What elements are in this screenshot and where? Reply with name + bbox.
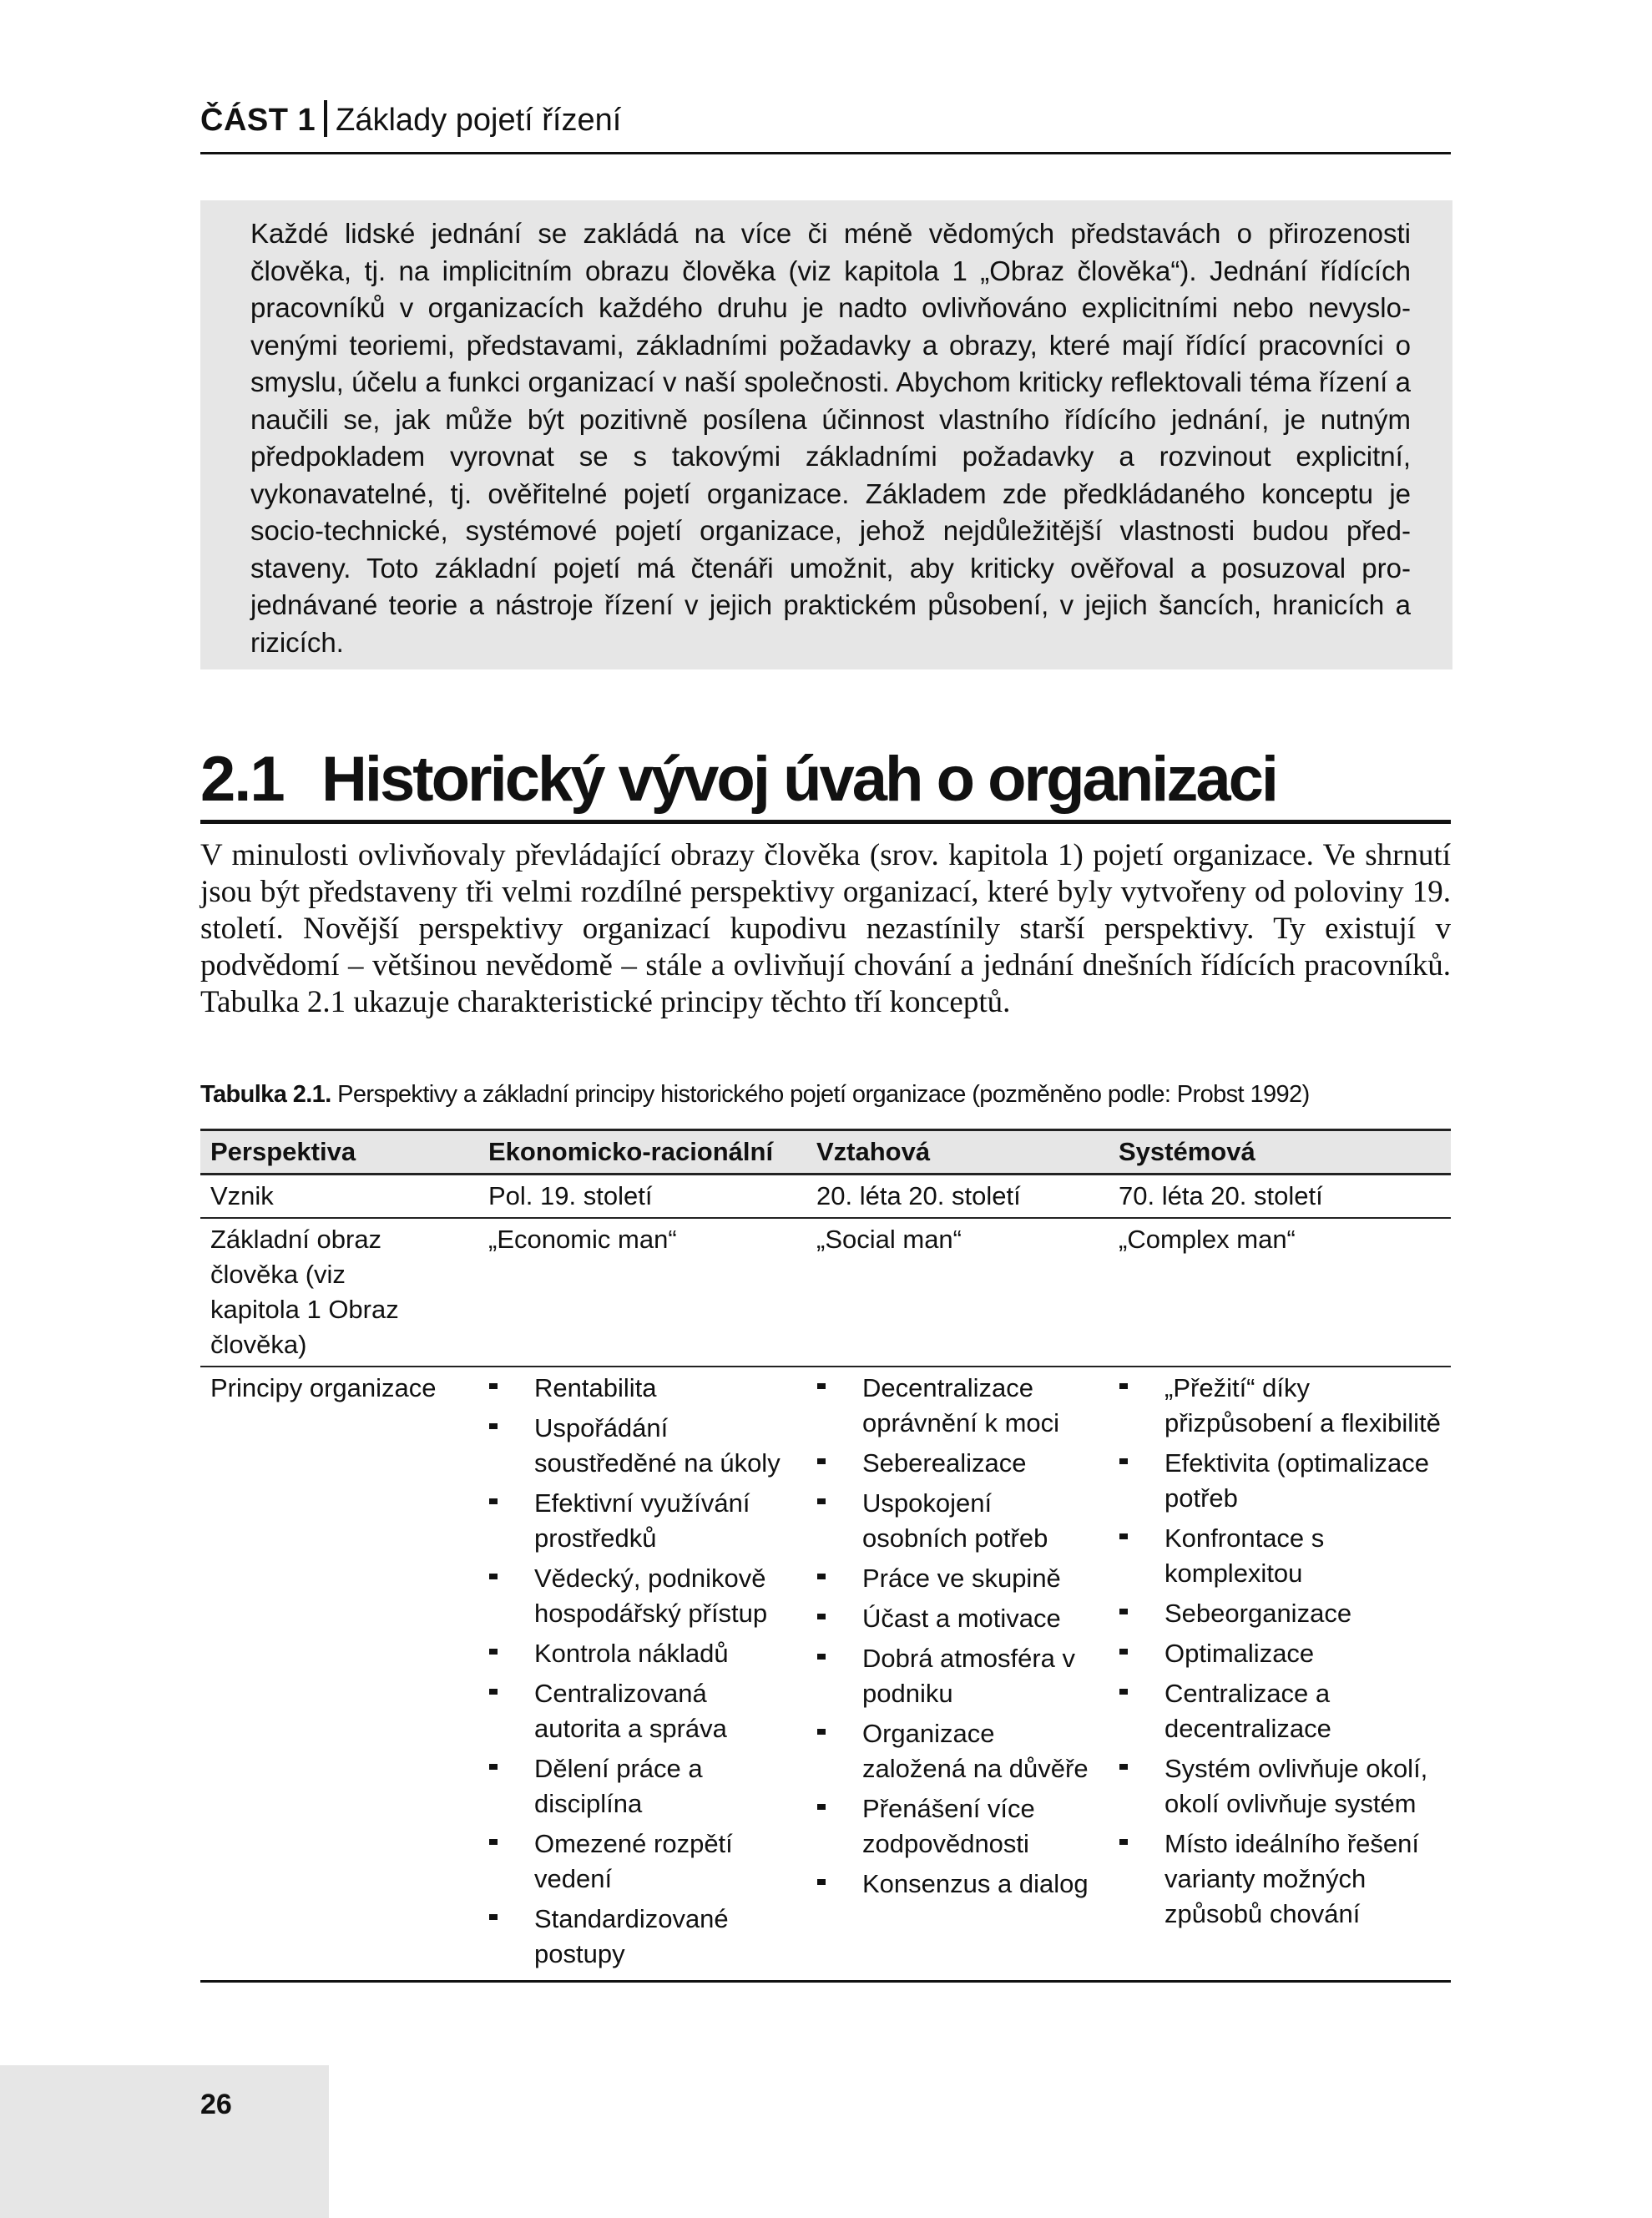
table-row-principles	[200, 1367, 1451, 1982]
square-bullet-icon	[489, 1423, 498, 1429]
list-item	[488, 1826, 798, 1897]
page-number: 26	[200, 2089, 232, 2120]
section-heading	[200, 743, 1451, 824]
header-systemic: Systémová	[1119, 1137, 1255, 1166]
square-bullet-icon	[817, 1879, 826, 1885]
list-item	[816, 1867, 1100, 1902]
intro-box	[200, 200, 1452, 669]
square-bullet-icon	[1119, 1839, 1128, 1845]
list-item-text: Efektivita (optimalizace potřeb	[1164, 1448, 1430, 1513]
cell: 70. léta 20. století	[1119, 1181, 1323, 1210]
list-item	[816, 1716, 1100, 1786]
square-bullet-icon	[1119, 1383, 1128, 1389]
list-item-text: Omezené rozpětí vedení	[534, 1829, 733, 1893]
cell-relational-principles	[806, 1367, 1109, 1982]
cell: 20. léta 20. století	[816, 1181, 1021, 1210]
header-perspective: Perspektiva	[210, 1137, 356, 1166]
list-item-text: Dělení práce a disciplína	[534, 1754, 703, 1818]
square-bullet-icon	[817, 1804, 826, 1810]
list-item-text: Přenášení více zodpovědnosti	[862, 1794, 1035, 1858]
list-item	[816, 1561, 1100, 1596]
list-item	[1119, 1636, 1442, 1671]
cell: „Complex man“	[1119, 1225, 1296, 1254]
list-item-text: Sebeorganizace	[1164, 1599, 1352, 1628]
running-head	[200, 90, 1451, 154]
list-item	[1119, 1446, 1442, 1516]
section-number: 2.1	[200, 744, 284, 815]
list-item	[488, 1486, 798, 1556]
list-item-text: Rentabilita	[534, 1373, 657, 1402]
section-title: Historický vývoj úvah o organizaci	[321, 744, 1276, 815]
list-item	[1119, 1521, 1442, 1591]
list-item	[1119, 1751, 1442, 1821]
square-bullet-icon	[489, 1839, 498, 1845]
list-item	[816, 1791, 1100, 1862]
table-caption-text: Perspektivy a základní principy historického pojetí organizace (pozměněno podle: Probst 1992)	[331, 1081, 1310, 1108]
table-row-human-image	[200, 1218, 1451, 1367]
row-label: Základní obraz člověka (viz kapitola 1 Obraz člověka)	[210, 1225, 399, 1359]
cell: Pol. 19. století	[488, 1181, 653, 1210]
square-bullet-icon	[489, 1764, 498, 1770]
list-item-text: Práce ve skupině	[862, 1564, 1061, 1593]
table-caption-label: Tabulka 2.1.	[200, 1081, 331, 1108]
relational-principles-list	[816, 1371, 1100, 1902]
header-economic: Ekonomicko-racionální	[488, 1137, 774, 1166]
square-bullet-icon	[489, 1383, 498, 1389]
table-header-row	[200, 1130, 1451, 1175]
list-item-text: Standardizované postupy	[534, 1904, 729, 1968]
economic-principles-list	[488, 1371, 798, 1972]
square-bullet-icon	[489, 1498, 498, 1504]
square-bullet-icon	[1119, 1609, 1128, 1614]
square-bullet-icon	[1119, 1533, 1128, 1539]
list-item	[1119, 1826, 1442, 1932]
list-item	[816, 1601, 1100, 1636]
list-item-text: Uspokojení osobních potřeb	[862, 1488, 1048, 1553]
table-caption	[200, 1081, 1452, 1109]
list-item-text: Seberealizace	[862, 1448, 1027, 1478]
square-bullet-icon	[489, 1689, 498, 1695]
square-bullet-icon	[817, 1458, 826, 1464]
square-bullet-icon	[817, 1614, 826, 1619]
list-item-text: „Přežití“ díky přizpůsobení a flexibilitě	[1164, 1373, 1441, 1437]
list-item	[816, 1641, 1100, 1711]
list-item	[488, 1636, 798, 1671]
list-item-text: Organizace založená na důvěře	[862, 1719, 1089, 1783]
list-item	[488, 1751, 798, 1821]
square-bullet-icon	[817, 1729, 826, 1735]
list-item	[488, 1676, 798, 1746]
square-bullet-icon	[1119, 1764, 1128, 1770]
list-item	[1119, 1676, 1442, 1746]
list-item	[1119, 1371, 1442, 1441]
cell-systemic-principles	[1109, 1367, 1451, 1982]
square-bullet-icon	[817, 1498, 826, 1504]
square-bullet-icon	[817, 1574, 826, 1579]
list-item	[816, 1371, 1100, 1441]
principles-table	[200, 1129, 1451, 1983]
list-item	[488, 1561, 798, 1631]
square-bullet-icon	[489, 1574, 498, 1579]
list-item-text: Účast a motivace	[862, 1604, 1061, 1633]
list-item-text: Optimalizace	[1164, 1639, 1315, 1668]
list-item	[488, 1411, 798, 1481]
list-item-text: Uspořádání soustředěné na úkoly	[534, 1413, 781, 1478]
square-bullet-icon	[489, 1914, 498, 1920]
square-bullet-icon	[1119, 1689, 1128, 1695]
cell-economic-principles	[478, 1367, 806, 1982]
list-item-text: Systém ovlivňuje okolí, okolí ovlivňuje systém	[1164, 1754, 1428, 1818]
intro-paragraph: Každé lidské jednání se zakládá na více či méně vědomých představách o přirozenosti člověka, tj. na implicitním obrazu člověka (viz kapitola 1 „Obraz člověka“). Jednání řídících pracovníků v organizacích každého druhu je nadto ovlivňováno explicitními nebo nevyslovenými teoriemi, představami, základními požadavky a obrazy, které mají řídící pracovníci o smyslu, účelu a funkci organizací v naší společnosti. Abychom kriticky reflektovali téma řízení a naučili se, jak může být pozitivně posílena účinnost vlastního řídícího jednání, je nutným předpokladem vyrovnat se s takovými základními požadavky a rozvinout explicitní, vykonavatelné, tj. ověřitelné pojetí organizace. Základem zde předkládaného konceptu je socio-technické, systémové pojetí organizace, jehož nejdůležitější vlastnosti budou představeny. Toto základní pojetí má čtenáři umožnit, aby kriticky ověřoval a posuzoval projednávané teorie a nástroje řízení v jejich praktickém působení, v jejich šancích, hranicích a rizicích.	[250, 218, 1411, 658]
square-bullet-icon	[489, 1649, 498, 1655]
systemic-principles-list	[1119, 1371, 1442, 1932]
list-item	[488, 1371, 798, 1406]
square-bullet-icon	[1119, 1649, 1128, 1655]
list-item-text: Konsenzus a dialog	[862, 1869, 1089, 1898]
table-row-origin	[200, 1175, 1451, 1219]
list-item-text: Efektivní využívání prostředků	[534, 1488, 750, 1553]
list-item-text: Místo ideálního řešení varianty možných způsobů chování	[1164, 1829, 1420, 1928]
list-item-text: Centralizace a decentralizace	[1164, 1679, 1331, 1743]
footer-box	[0, 2065, 329, 2218]
list-item	[488, 1902, 798, 1972]
part-label: ČÁST 1	[200, 103, 316, 138]
cell: „Economic man“	[488, 1225, 677, 1254]
square-bullet-icon	[817, 1383, 826, 1389]
square-bullet-icon	[817, 1654, 826, 1660]
row-label: Vznik	[210, 1181, 274, 1210]
square-bullet-icon	[1119, 1458, 1128, 1464]
cell: „Social man“	[816, 1225, 962, 1254]
row-label: Principy organizace	[210, 1373, 437, 1402]
list-item-text: Centralizovaná autorita a správa	[534, 1679, 727, 1743]
list-item-text: Dobrá atmosféra v podniku	[862, 1644, 1075, 1708]
body-paragraph: V minulosti ovlivňovaly převládající obrazy člověka (srov. kapitola 1) pojetí organizace. Ve shrnutí jsou být představeny tři velmi rozdílné perspektivy organizací, které byly vytvořeny od poloviny 19. století. Novější perspektivy organizací kupodivu nezastínily starší perspektivy. Ty existují v podvědomí – většinou nevědomě – stále a ovlivňují chování a jednání dnešních řídících pracovníků. Tabulka 2.1 ukazuje charakteristické principy těchto tří konceptů.	[200, 838, 1451, 1019]
list-item	[816, 1486, 1100, 1556]
header-separator	[324, 100, 327, 137]
list-item-text: Kontrola nákladů	[534, 1639, 729, 1668]
list-item-text: Konfrontace s komplexitou	[1164, 1523, 1325, 1588]
list-item-text: Decentralizace oprávnění k moci	[862, 1373, 1060, 1437]
list-item	[1119, 1596, 1442, 1631]
list-item	[816, 1446, 1100, 1481]
list-item-text: Vědecký, podnikově hospodářský přístup	[534, 1564, 768, 1628]
part-title: Základy pojetí řízení	[336, 103, 622, 138]
header-relational: Vztahová	[816, 1137, 931, 1166]
